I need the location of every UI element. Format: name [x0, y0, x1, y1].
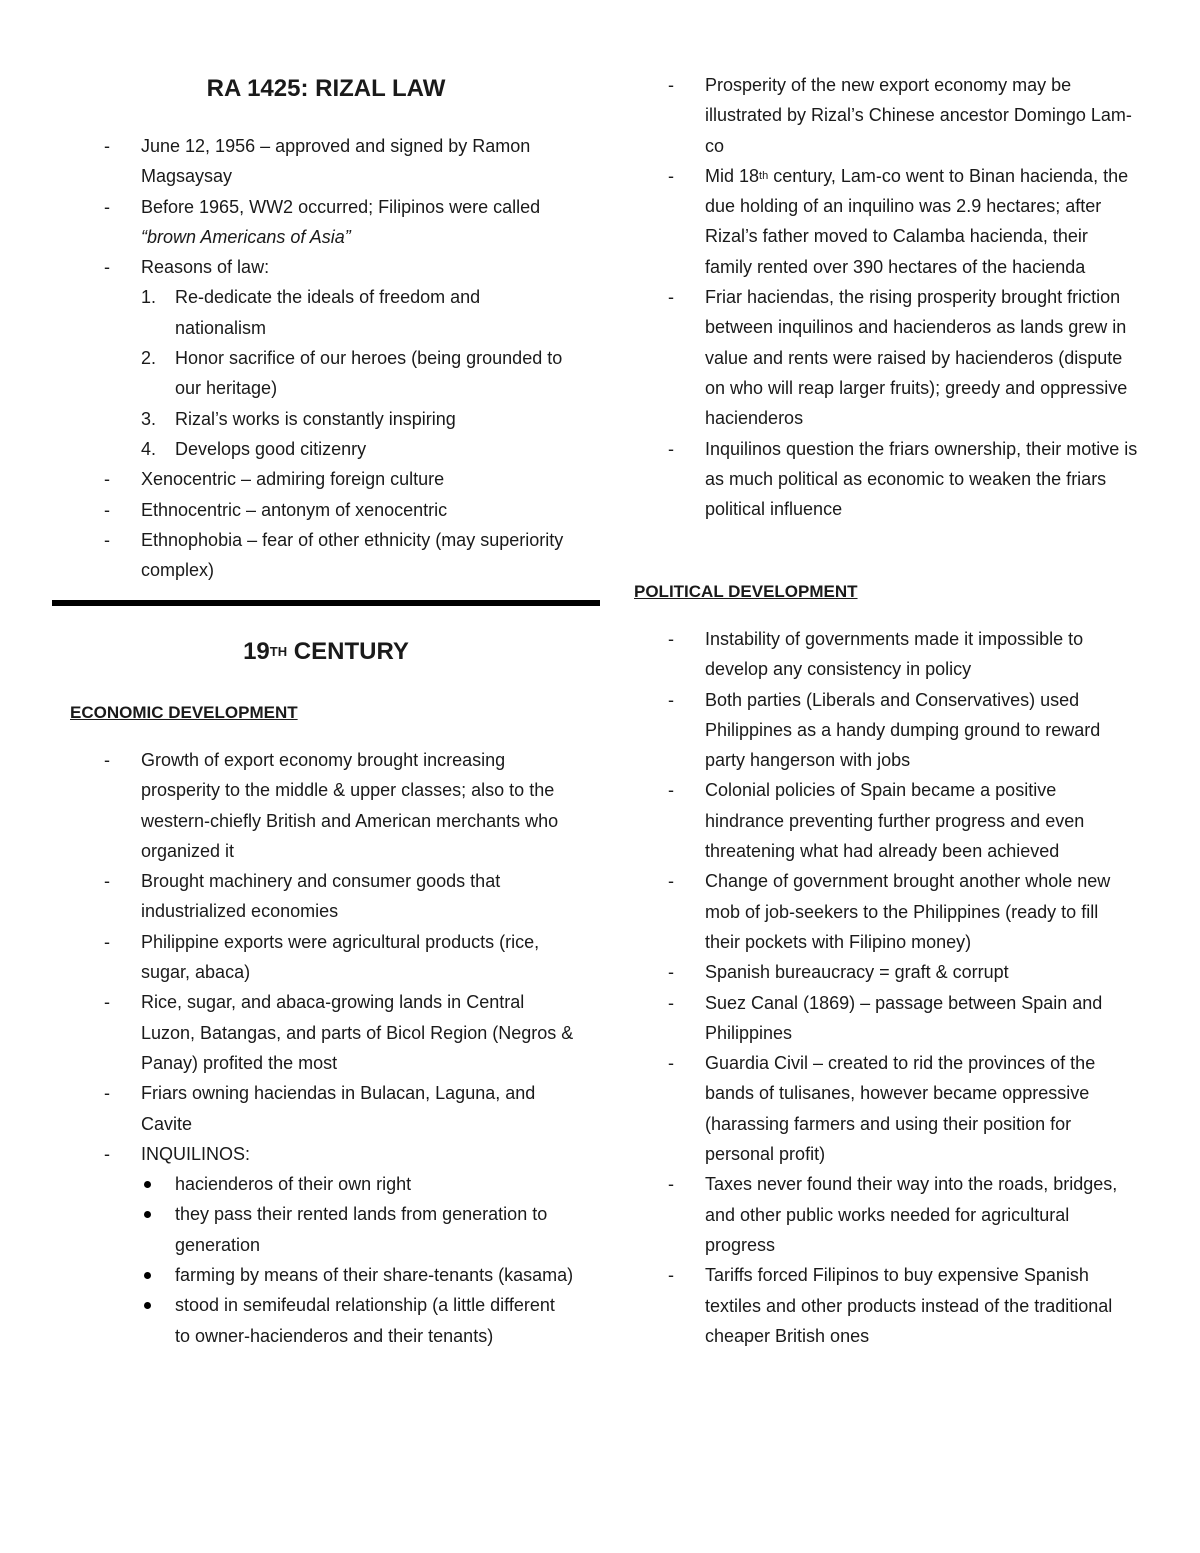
bullet-item: [141, 1260, 574, 1290]
reason-item: [141, 404, 574, 434]
list-item-text: Friars owning haciendas in Bulacan, Laguna, and Cavite: [141, 1083, 536, 1134]
reason-number: 3.: [141, 408, 157, 429]
reasons-list: [141, 282, 574, 464]
list-item: [668, 957, 1138, 987]
list-item-text: INQUILINOS:: [141, 1143, 251, 1164]
bullet-text: hacienderos of their own right: [175, 1174, 412, 1195]
reason-text: Rizal’s works is constantly inspiring: [175, 408, 456, 429]
bullet-item: [141, 1290, 574, 1351]
reason-number: 1.: [141, 287, 157, 308]
list-item-text: Guardia Civil – created to rid the provinces of the bands of tulisanes, however became oppressive (harassing farmers and using their position for personal profit): [705, 1053, 1096, 1165]
rizal-law-list: [104, 131, 574, 585]
list-item: [668, 624, 1138, 685]
bullet-item: [141, 1169, 574, 1199]
list-item-text: Rice, sugar, and abaca-growing lands in Central Luzon, Batangas, and parts of Bicol Region (Negros & Panay) profited the most: [141, 992, 574, 1073]
political-list: [668, 624, 1138, 1351]
reason-text: Honor sacrifice of our heroes (being grounded to our heritage): [175, 348, 563, 399]
bullet-text: farming by means of their share-tenants (kasama): [175, 1265, 574, 1286]
list-item-text: Before 1965, WW2 occurred; Filipinos were called: [141, 196, 541, 217]
list-item-text: Both parties (Liberals and Conservatives) used Philippines as a handy dumping ground to reward party hangerson with jobs: [705, 689, 1101, 771]
list-item: [104, 987, 574, 1078]
bullet-text: they pass their rented lands from generation to generation: [175, 1204, 548, 1255]
list-item: [104, 252, 574, 464]
list-item: [104, 866, 574, 927]
list-item-text: Ethnocentric – antonym of xenocentric: [141, 499, 448, 520]
list-item: [104, 1078, 574, 1139]
page-title: RA 1425: RIZAL LAW: [206, 75, 446, 102]
list-item: [668, 282, 1138, 433]
list-item: [668, 988, 1138, 1049]
list-item: [104, 927, 574, 988]
list-item-text: Mid 18: [705, 165, 760, 186]
list-item-text: Brought machinery and consumer goods that industrialized economies: [141, 871, 501, 922]
list-item-text: century, Lam-co went to Binan hacienda, the due holding of an inquilino was 2.9 hectares; after Rizal’s father moved to Calamba hacienda, their family rented over 390 hectares of the hacienda: [705, 165, 1129, 277]
reason-number: 2.: [141, 348, 157, 369]
list-item-text: Spanish bureaucracy = graft & corrupt: [705, 962, 1009, 983]
section-divider: [52, 600, 600, 606]
list-item: [104, 1139, 574, 1351]
reason-item: [141, 282, 574, 343]
list-item: [668, 161, 1138, 282]
list-item-text: Growth of export economy brought increasing prosperity to the middle & upper classes; also to the western-chiefly British and American merchants who organized it: [141, 750, 559, 861]
list-item: [104, 464, 574, 494]
quoted-phrase: “brown Americans of Asia”: [141, 226, 351, 247]
political-heading: POLITICAL DEVELOPMENT: [634, 582, 858, 601]
bullet-text: stood in semifeudal relationship (a little different to owner-hacienderos and their tenants): [175, 1295, 555, 1346]
list-item: [668, 866, 1138, 957]
list-item-text: Prosperity of the new export economy may be illustrated by Rizal’s Chinese ancestor Domingo Lam-co: [705, 75, 1132, 156]
section-title: [66, 637, 586, 667]
list-item: [668, 434, 1138, 525]
reason-item: [141, 343, 574, 404]
title-number: 19: [243, 638, 270, 665]
list-item: [104, 131, 574, 192]
list-item: [104, 525, 574, 586]
list-item: [104, 745, 574, 866]
list-item-text: Reasons of law:: [141, 257, 270, 278]
list-item: [668, 775, 1138, 866]
reason-item: [141, 434, 574, 464]
inquilinos-list: [141, 1169, 574, 1351]
list-item: [668, 685, 1138, 776]
bullet-item: [141, 1199, 574, 1260]
list-item: [104, 495, 574, 525]
list-item: [668, 1169, 1138, 1260]
reason-text: Re-dedicate the ideals of freedom and nationalism: [175, 287, 481, 338]
economic-list: [104, 745, 574, 1351]
list-item-text: Taxes never found their way into the roads, bridges, and other public works needed for agricultural progress: [705, 1174, 1118, 1255]
list-item-text: Inquilinos question the friars ownership, their motive is as much political as economic to weaken the friars political influence: [705, 438, 1138, 520]
list-item-text: Change of government brought another whole new mob of job-seekers to the Philippines (ready to fill their pockets with Filipino money): [705, 871, 1111, 952]
list-item-text: Ethnophobia – fear of other ethnicity (may superiority complex): [141, 529, 564, 581]
list-item-text: Xenocentric – admiring foreign culture: [141, 469, 445, 490]
list-item: [668, 1260, 1138, 1351]
reason-text: Develops good citizenry: [175, 438, 367, 459]
list-item: [668, 1048, 1138, 1169]
list-item: [668, 70, 1138, 161]
prosperity-list: [668, 70, 1138, 524]
ordinal-superscript: th: [759, 169, 769, 182]
reason-number: 4.: [141, 438, 157, 459]
list-item-text: Friar haciendas, the rising prosperity brought friction between inquilinos and hacienderos as lands grew in value and rents were raised by hacienderos (dispute on who will reap larger fruits); greedy and oppressive hacienderos: [705, 287, 1128, 429]
list-item-text: Suez Canal (1869) – passage between Spain and Philippines: [705, 992, 1103, 1043]
list-item-text: June 12, 1956 – approved and signed by Ramon Magsaysay: [141, 136, 531, 187]
list-item-text: Tariffs forced Filipinos to buy expensive Spanish textiles and other products instead of the traditional cheaper British ones: [705, 1265, 1113, 1346]
title-superscript: TH: [269, 644, 288, 659]
list-item-text: Instability of governments made it impossible to develop any consistency in policy: [705, 629, 1084, 680]
list-item-text: Colonial policies of Spain became a positive hindrance preventing further progress and even threatening what had already been achieved: [705, 780, 1085, 862]
list-item-text: Philippine exports were agricultural products (rice, sugar, abaca): [141, 931, 540, 983]
economic-heading: ECONOMIC DEVELOPMENT: [70, 703, 298, 722]
title-text: CENTURY: [287, 638, 409, 665]
list-item: [104, 192, 574, 253]
